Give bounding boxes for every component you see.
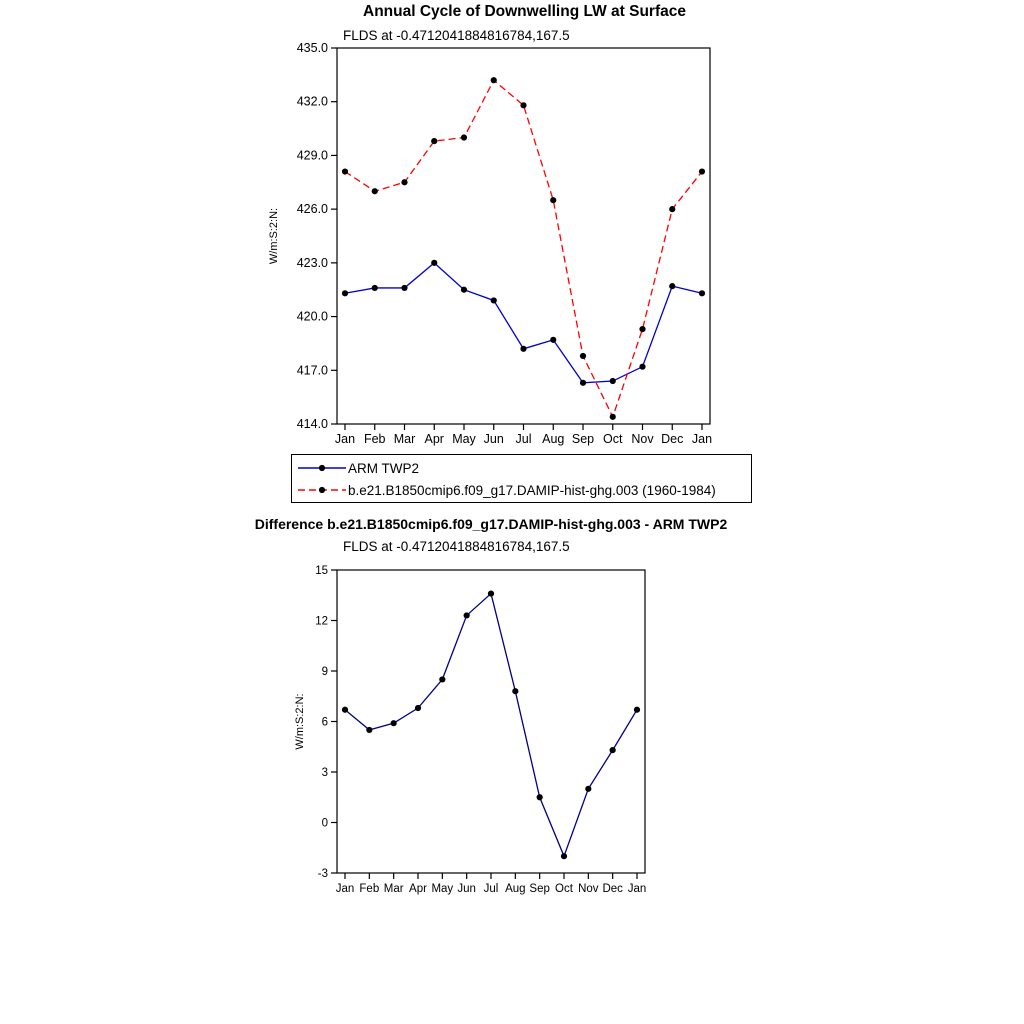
data-point-marker (580, 380, 586, 386)
x-tick-label: Dec (661, 432, 684, 446)
data-point-marker (639, 364, 645, 370)
difference-chart (0, 520, 1024, 920)
data-point-marker (439, 676, 445, 682)
x-tick-label: Jul (483, 883, 499, 895)
y-tick-label: 429.0 (296, 148, 328, 163)
data-point-marker (585, 786, 591, 792)
x-tick-label: May (452, 432, 476, 446)
x-tick-label: Jun (457, 883, 476, 895)
data-point-marker (401, 179, 407, 185)
legend (291, 454, 752, 503)
data-point-marker (699, 290, 705, 296)
x-tick-label: Oct (603, 432, 623, 446)
legend-marker (319, 465, 325, 471)
x-tick-label: Nov (578, 883, 599, 895)
data-point-marker (415, 705, 421, 711)
x-tick-label: Dec (602, 883, 623, 895)
data-point-marker (520, 346, 526, 352)
data-point-marker (391, 720, 397, 726)
data-point-marker (342, 290, 348, 296)
data-point-marker (431, 138, 437, 144)
y-tick-label: 435.0 (296, 41, 328, 55)
y-tick-label: 426.0 (296, 202, 328, 217)
x-tick-label: Mar (393, 432, 416, 446)
y-tick-label: 6 (321, 716, 328, 729)
y-axis-title: W/m:S:2:N: (268, 207, 280, 265)
data-point-marker (561, 853, 567, 859)
legend-item-arm-twp2 (296, 457, 747, 479)
data-point-marker (580, 353, 586, 359)
data-point-marker (431, 260, 437, 266)
legend-marker (319, 487, 325, 493)
data-point-marker (520, 102, 526, 108)
data-point-marker (669, 283, 675, 289)
data-point-marker (491, 297, 497, 303)
y-axis-title: W/m:S:2:N: (294, 693, 306, 750)
data-point-marker (372, 188, 378, 194)
legend-line-sample-arm-twp2 (296, 460, 348, 476)
data-point-marker (634, 707, 640, 713)
data-point-marker (610, 378, 616, 384)
data-point-marker (669, 206, 675, 212)
x-tick-label: Jan (335, 883, 355, 895)
x-tick-label: Jan (334, 432, 356, 446)
data-point-marker (464, 612, 470, 618)
series-line-0 (345, 594, 637, 857)
y-tick-label: 0 (321, 817, 328, 830)
data-point-marker (372, 285, 378, 291)
data-point-marker (401, 285, 407, 291)
data-point-marker (366, 727, 372, 733)
x-tick-label: Aug (505, 883, 526, 895)
legend-line-sample-model (296, 482, 348, 498)
plot-frame (337, 570, 645, 873)
x-tick-label: Apr (409, 883, 427, 895)
data-point-marker (699, 168, 705, 174)
x-tick-label: Aug (542, 432, 565, 446)
x-tick-label: Sep (571, 432, 595, 446)
data-point-marker (537, 794, 543, 800)
series-line-1 (345, 80, 702, 417)
x-tick-label: Jan (691, 432, 713, 446)
difference-chart-title: Difference b.e21.B1850cmip6.f09_g17.DAMIP-hist-ghg.003 - ARM TWP2 (254, 516, 728, 532)
x-tick-label: Apr (424, 432, 444, 446)
x-tick-label: Jul (515, 432, 532, 446)
y-tick-label: 432.0 (296, 94, 328, 109)
x-tick-label: Feb (363, 432, 386, 446)
data-point-marker (550, 337, 556, 343)
x-tick-label: May (431, 883, 454, 895)
y-tick-label: 414.0 (296, 417, 328, 431)
data-point-marker (461, 287, 467, 293)
x-tick-label: Mar (383, 883, 404, 895)
data-point-marker (550, 197, 556, 203)
data-point-marker (342, 168, 348, 174)
data-point-marker (491, 77, 497, 83)
x-tick-label: Jun (483, 432, 504, 446)
data-point-marker (488, 590, 494, 596)
annual-cycle-chart-subtitle: FLDS at -0.4712041884816784,167.5 (343, 28, 570, 43)
y-tick-label: 15 (315, 565, 328, 577)
legend-item-model (296, 479, 747, 501)
x-tick-label: Nov (631, 432, 654, 446)
y-tick-label: 420.0 (296, 309, 328, 324)
data-point-marker (342, 707, 348, 713)
x-tick-label: Feb (359, 883, 380, 895)
y-tick-label: 417.0 (296, 363, 328, 378)
y-tick-label: 12 (315, 615, 328, 628)
annual-cycle-chart (0, 0, 1024, 450)
data-point-marker (610, 414, 616, 420)
data-point-marker (610, 747, 616, 753)
series-line-0 (345, 263, 702, 383)
y-tick-label: -3 (317, 868, 328, 880)
legend-label-arm-twp2: ARM TWP2 (348, 460, 420, 476)
x-tick-label: Jan (627, 883, 647, 895)
data-point-marker (512, 688, 518, 694)
legend-label-model: b.e21.B1850cmip6.f09_g17.DAMIP-hist-ghg.003 (1960-1984) (348, 482, 716, 498)
data-point-marker (461, 134, 467, 140)
difference-chart-subtitle: FLDS at -0.4712041884816784,167.5 (343, 539, 570, 554)
x-tick-label: Sep (529, 883, 550, 895)
y-tick-label: 3 (321, 767, 328, 779)
data-point-marker (639, 326, 645, 332)
x-tick-label: Oct (555, 883, 573, 895)
y-tick-label: 9 (321, 666, 328, 678)
y-tick-label: 423.0 (296, 255, 328, 270)
annual-cycle-chart-title: Annual Cycle of Downwelling LW at Surface (363, 3, 686, 20)
